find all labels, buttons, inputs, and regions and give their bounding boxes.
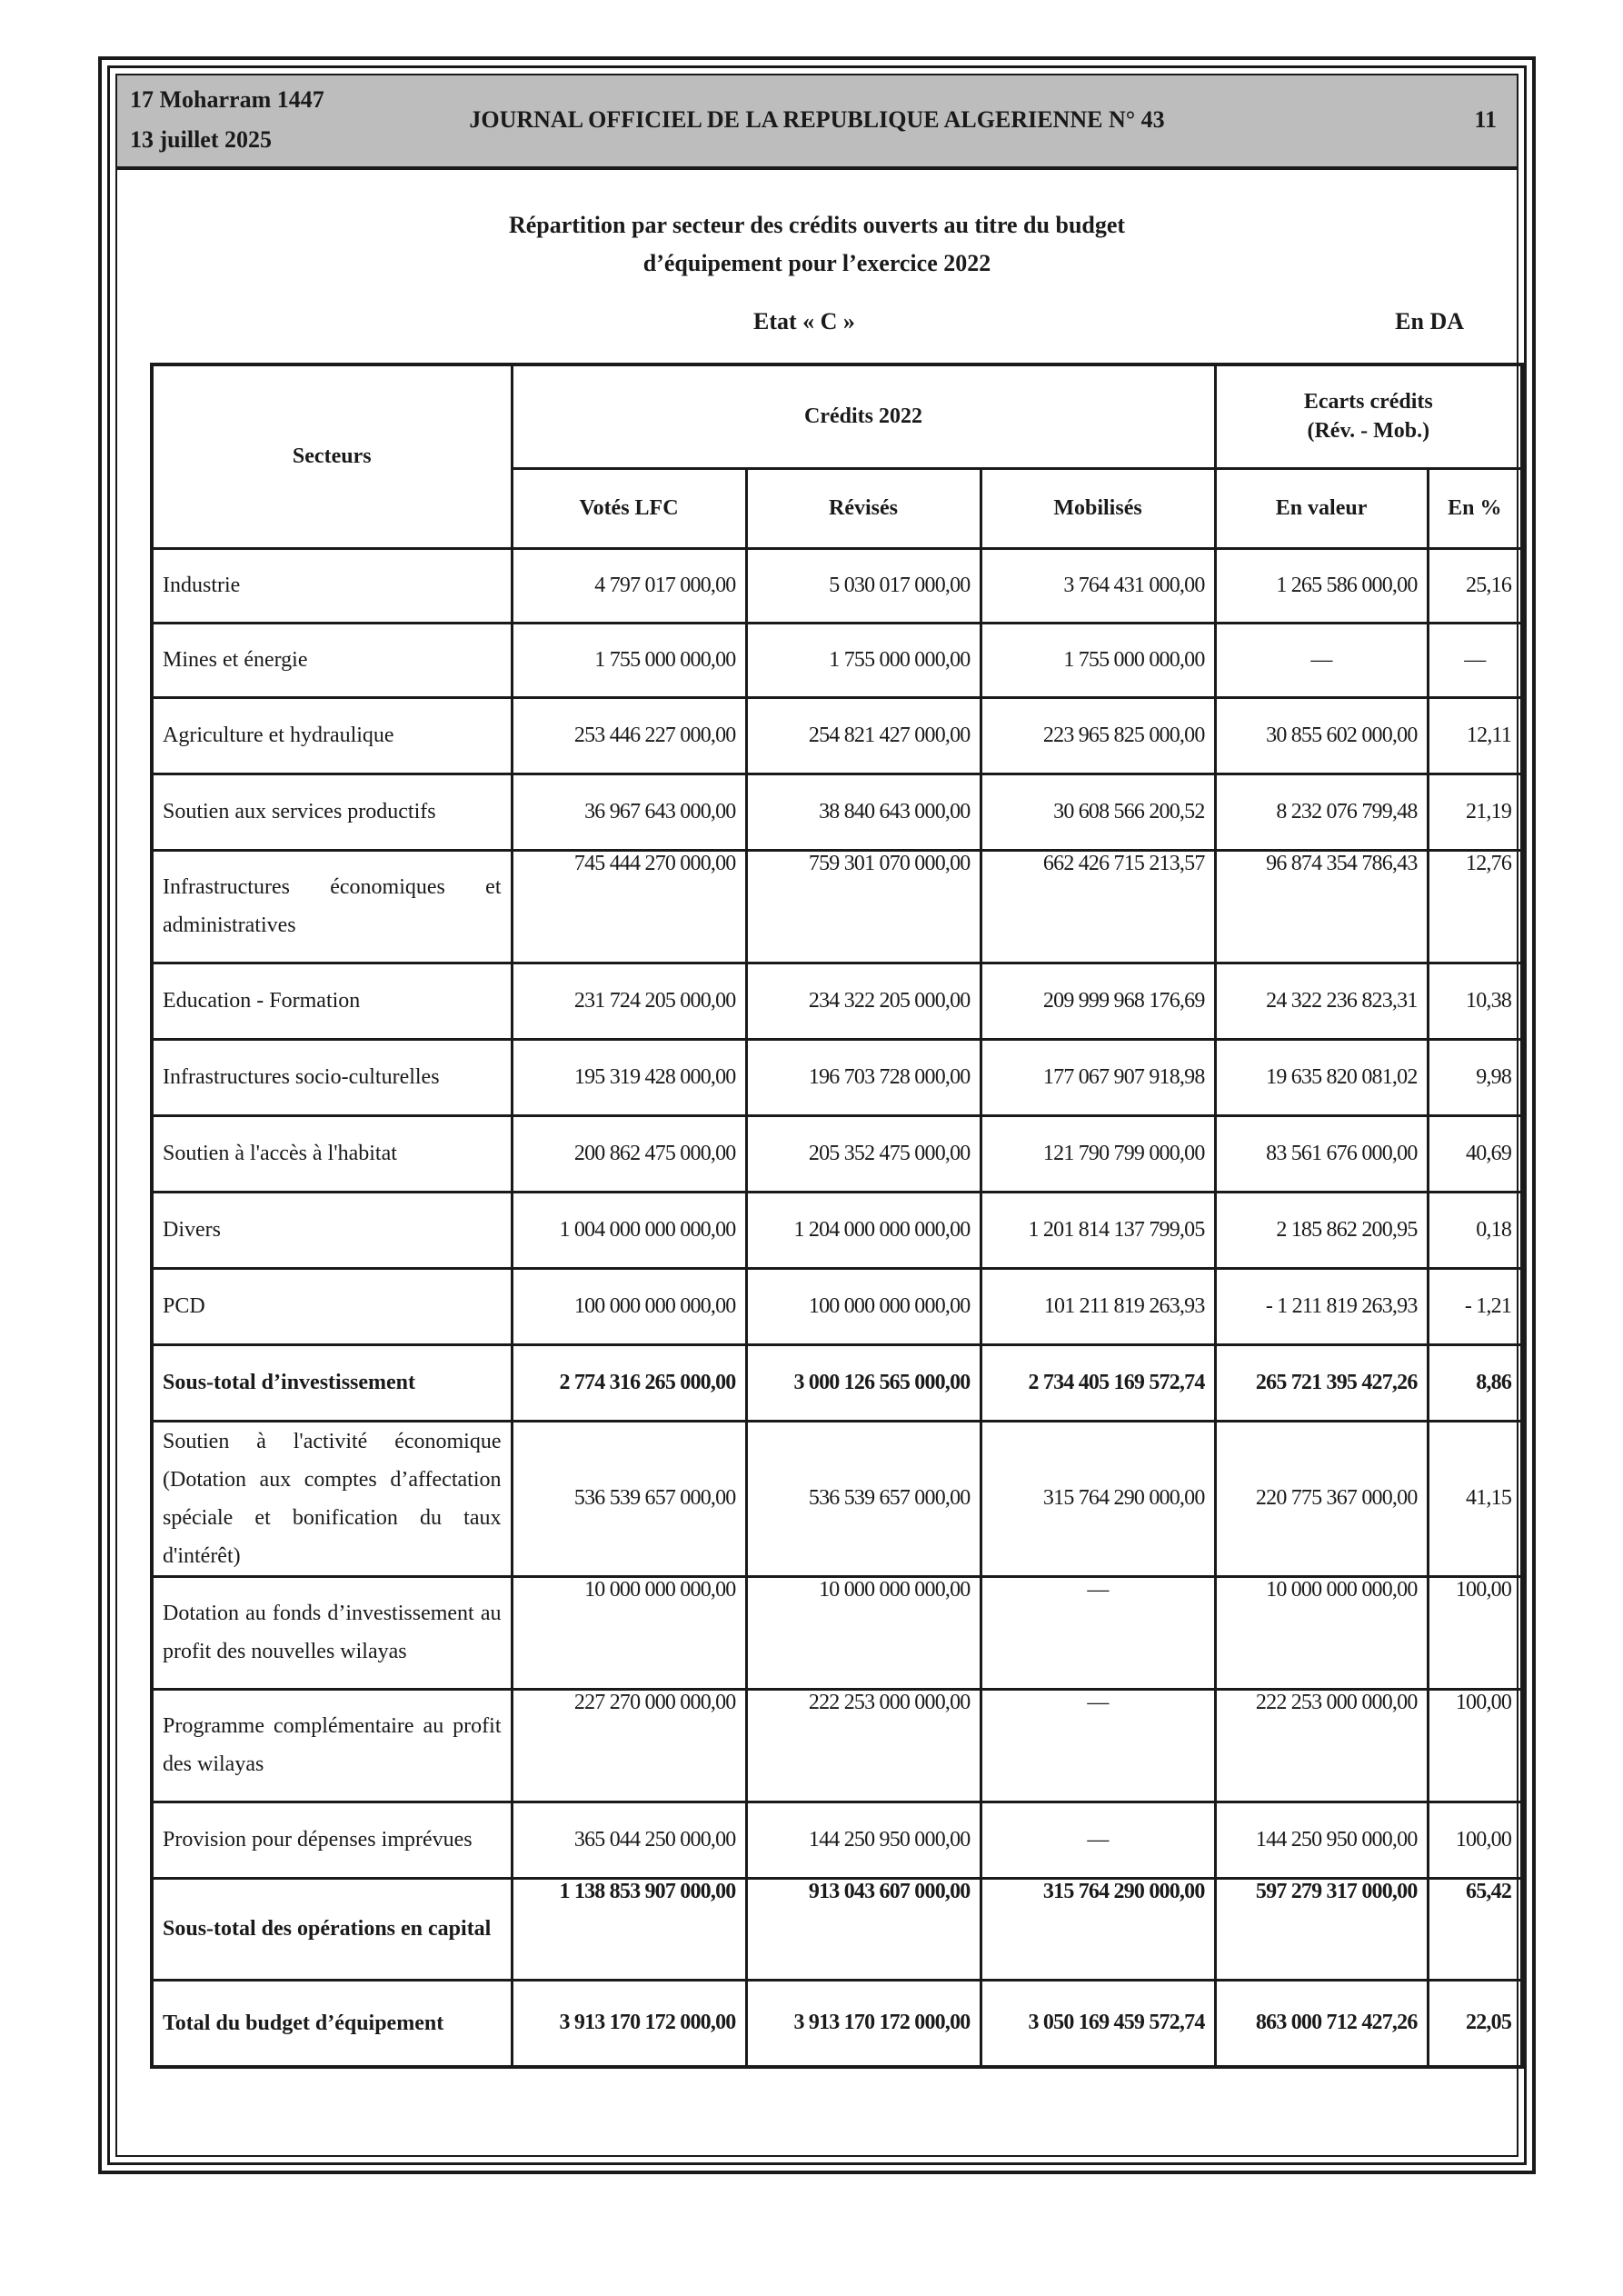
- cell-en-valeur: 2 185 862 200,95: [1215, 1192, 1428, 1268]
- ecarts-header-line1: Ecarts crédits: [1303, 390, 1433, 414]
- cell-revises: 3 000 126 565 000,00: [746, 1344, 981, 1421]
- table-row: [152, 1576, 1522, 1689]
- document-title-line1: Répartition par secteur des crédits ouverts au titre du budget: [508, 212, 1126, 238]
- cell-en-pct: 9,98: [1428, 1039, 1522, 1115]
- cell-sector: Soutien à l'accès à l'habitat: [152, 1115, 512, 1192]
- cell-sector: Infrastructures économiques et administratives: [152, 850, 512, 963]
- cell-votes: 231 724 205 000,00: [512, 963, 746, 1039]
- cell-mobilises: —: [981, 1576, 1215, 1689]
- cell-votes: 10 000 000 000,00: [512, 1576, 746, 1689]
- table-row: [152, 1039, 1522, 1115]
- cell-votes: 1 138 853 907 000,00: [512, 1878, 746, 1980]
- cell-en-pct: 41,15: [1428, 1421, 1522, 1576]
- column-header-sectors: Secteurs: [152, 364, 512, 548]
- currency-unit: En DA: [1395, 308, 1464, 334]
- cell-revises: 100 000 000 000,00: [746, 1268, 981, 1344]
- cell-mobilises: 121 790 799 000,00: [981, 1115, 1215, 1192]
- cell-mobilises: 315 764 290 000,00: [981, 1878, 1215, 1980]
- cell-en-valeur: 96 874 354 786,43: [1215, 850, 1428, 963]
- cell-votes: 4 797 017 000,00: [512, 548, 746, 623]
- cell-mobilises: 1 201 814 137 799,05: [981, 1192, 1215, 1268]
- document-title-line2: d’équipement pour l’exercice 2022: [642, 250, 991, 276]
- ecarts-header-line2: (Rév. - Mob.): [1307, 419, 1430, 444]
- cell-sector: Industrie: [152, 548, 512, 623]
- cell-revises: 10 000 000 000,00: [746, 1576, 981, 1689]
- cell-en-pct: 12,11: [1428, 697, 1522, 774]
- cell-en-valeur: 144 250 950 000,00: [1215, 1802, 1428, 1878]
- cell-votes: 2 774 316 265 000,00: [512, 1344, 746, 1421]
- hijri-date: 17 Moharram 1447: [130, 86, 324, 113]
- cell-revises: 536 539 657 000,00: [746, 1421, 981, 1576]
- cell-sector: Total du budget d’équipement: [152, 1980, 512, 2067]
- table-row: [152, 1192, 1522, 1268]
- cell-mobilises: 177 067 907 918,98: [981, 1039, 1215, 1115]
- cell-en-pct: 40,69: [1428, 1115, 1522, 1192]
- table-row: [152, 1268, 1522, 1344]
- cell-en-valeur: 19 635 820 081,02: [1215, 1039, 1428, 1115]
- cell-revises: 144 250 950 000,00: [746, 1802, 981, 1878]
- cell-mobilises: 2 734 405 169 572,74: [981, 1344, 1215, 1421]
- cell-sector: Programme complémentaire au profit des wilayas: [152, 1689, 512, 1802]
- cell-sector: Sous-total des opérations en capital: [152, 1878, 512, 1980]
- table-row: [152, 1689, 1522, 1802]
- journal-header: [117, 75, 1517, 170]
- cell-en-pct: 100,00: [1428, 1802, 1522, 1878]
- cell-revises: 5 030 017 000,00: [746, 548, 981, 623]
- cell-sector: Dotation au fonds d’investissement au profit des nouvelles wilayas: [152, 1576, 512, 1689]
- cell-revises: 1 204 000 000 000,00: [746, 1192, 981, 1268]
- cell-sector: Soutien aux services productifs: [152, 774, 512, 850]
- cell-mobilises: —: [981, 1689, 1215, 1802]
- cell-mobilises: 3 764 431 000,00: [981, 548, 1215, 623]
- cell-mobilises: 315 764 290 000,00: [981, 1421, 1215, 1576]
- cell-en-valeur: 30 855 602 000,00: [1215, 697, 1428, 774]
- table-row: [152, 963, 1522, 1039]
- table-body: [152, 548, 1522, 2067]
- cell-revises: 196 703 728 000,00: [746, 1039, 981, 1115]
- cell-mobilises: 3 050 169 459 572,74: [981, 1980, 1215, 2067]
- cell-mobilises: 1 755 000 000,00: [981, 623, 1215, 697]
- page-number: 11: [1474, 106, 1497, 133]
- cell-votes: 36 967 643 000,00: [512, 774, 746, 850]
- cell-sector: Divers: [152, 1192, 512, 1268]
- cell-en-valeur: 220 775 367 000,00: [1215, 1421, 1428, 1576]
- cell-en-valeur: 24 322 236 823,31: [1215, 963, 1428, 1039]
- cell-sector: Provision pour dépenses imprévues: [152, 1802, 512, 1878]
- cell-en-valeur: 222 253 000 000,00: [1215, 1689, 1428, 1802]
- table-row: [152, 850, 1522, 963]
- cell-sector: PCD: [152, 1268, 512, 1344]
- cell-votes: 195 319 428 000,00: [512, 1039, 746, 1115]
- cell-revises: 3 913 170 172 000,00: [746, 1980, 981, 2067]
- etat-label: Etat « C »: [753, 308, 855, 334]
- gregorian-date: 13 juillet 2025: [130, 126, 272, 153]
- cell-revises: 234 322 205 000,00: [746, 963, 981, 1039]
- cell-sector: Infrastructures socio-culturelles: [152, 1039, 512, 1115]
- column-header-en-pct: En %: [1428, 468, 1522, 548]
- cell-sector: Soutien à l'activité économique (Dotation aux comptes d’affectation spéciale et bonification du taux d'intérêt): [152, 1421, 512, 1576]
- page-frame: [98, 56, 1536, 2174]
- table-row: [152, 623, 1522, 697]
- cell-en-pct: 25,16: [1428, 548, 1522, 623]
- cell-en-valeur: 1 265 586 000,00: [1215, 548, 1428, 623]
- table-row: [152, 697, 1522, 774]
- column-header-mobilises: Mobilisés: [981, 468, 1215, 548]
- budget-table: [150, 363, 1524, 2069]
- cell-en-valeur: 83 561 676 000,00: [1215, 1115, 1428, 1192]
- cell-mobilises: 223 965 825 000,00: [981, 697, 1215, 774]
- cell-votes: 1 004 000 000 000,00: [512, 1192, 746, 1268]
- cell-revises: 913 043 607 000,00: [746, 1878, 981, 1980]
- cell-revises: 1 755 000 000,00: [746, 623, 981, 697]
- journal-title: JOURNAL OFFICIEL DE LA REPUBLIQUE ALGERIENNE N° 43: [469, 106, 1165, 133]
- table-row: [152, 1115, 1522, 1192]
- cell-revises: 205 352 475 000,00: [746, 1115, 981, 1192]
- table-row: [152, 1980, 1522, 2067]
- cell-en-pct: 65,42: [1428, 1878, 1522, 1980]
- page-frame-mid: [107, 65, 1527, 2165]
- cell-revises: 38 840 643 000,00: [746, 774, 981, 850]
- table-row: [152, 1344, 1522, 1421]
- cell-en-valeur: 863 000 712 427,26: [1215, 1980, 1428, 2067]
- cell-en-pct: 0,18: [1428, 1192, 1522, 1268]
- cell-en-valeur: 8 232 076 799,48: [1215, 774, 1428, 850]
- cell-votes: 365 044 250 000,00: [512, 1802, 746, 1878]
- cell-revises: 254 821 427 000,00: [746, 697, 981, 774]
- cell-en-valeur: - 1 211 819 263,93: [1215, 1268, 1428, 1344]
- cell-votes: 227 270 000 000,00: [512, 1689, 746, 1802]
- cell-votes: 745 444 270 000,00: [512, 850, 746, 963]
- cell-en-pct: 100,00: [1428, 1689, 1522, 1802]
- cell-en-pct: 12,76: [1428, 850, 1522, 963]
- cell-mobilises: 101 211 819 263,93: [981, 1268, 1215, 1344]
- cell-en-valeur: 597 279 317 000,00: [1215, 1878, 1428, 1980]
- cell-votes: 253 446 227 000,00: [512, 697, 746, 774]
- column-group-credits: Crédits 2022: [512, 364, 1215, 468]
- table-row: [152, 774, 1522, 850]
- cell-sector: Agriculture et hydraulique: [152, 697, 512, 774]
- cell-mobilises: 662 426 715 213,57: [981, 850, 1215, 963]
- cell-votes: 1 755 000 000,00: [512, 623, 746, 697]
- column-header-votes: Votés LFC: [512, 468, 746, 548]
- table-row: [152, 548, 1522, 623]
- cell-revises: 222 253 000 000,00: [746, 1689, 981, 1802]
- table-row: [152, 1421, 1522, 1576]
- cell-mobilises: 30 608 566 200,52: [981, 774, 1215, 850]
- cell-sector: Sous-total d’investissement: [152, 1344, 512, 1421]
- column-group-ecarts: [1215, 364, 1522, 468]
- cell-en-valeur: —: [1215, 623, 1428, 697]
- cell-mobilises: 209 999 968 176,69: [981, 963, 1215, 1039]
- document-title: [117, 206, 1517, 283]
- cell-en-pct: 22,05: [1428, 1980, 1522, 2067]
- column-header-revises: Révisés: [746, 468, 981, 548]
- cell-en-pct: 8,86: [1428, 1344, 1522, 1421]
- table-row: [152, 1802, 1522, 1878]
- cell-votes: 3 913 170 172 000,00: [512, 1980, 746, 2067]
- cell-sector: Education - Formation: [152, 963, 512, 1039]
- header-row-group: [152, 364, 1522, 468]
- cell-votes: 100 000 000 000,00: [512, 1268, 746, 1344]
- cell-en-pct: 10,38: [1428, 963, 1522, 1039]
- cell-en-pct: —: [1428, 623, 1522, 697]
- page-frame-inner: [115, 74, 1518, 2157]
- cell-en-pct: 21,19: [1428, 774, 1522, 850]
- table-row: [152, 1878, 1522, 1980]
- cell-revises: 759 301 070 000,00: [746, 850, 981, 963]
- cell-votes: 200 862 475 000,00: [512, 1115, 746, 1192]
- cell-en-pct: - 1,21: [1428, 1268, 1522, 1344]
- cell-mobilises: —: [981, 1802, 1215, 1878]
- column-header-en-valeur: En valeur: [1215, 468, 1428, 548]
- cell-en-valeur: 10 000 000 000,00: [1215, 1576, 1428, 1689]
- cell-en-valeur: 265 721 395 427,26: [1215, 1344, 1428, 1421]
- cell-votes: 536 539 657 000,00: [512, 1421, 746, 1576]
- cell-en-pct: 100,00: [1428, 1576, 1522, 1689]
- cell-sector: Mines et énergie: [152, 623, 512, 697]
